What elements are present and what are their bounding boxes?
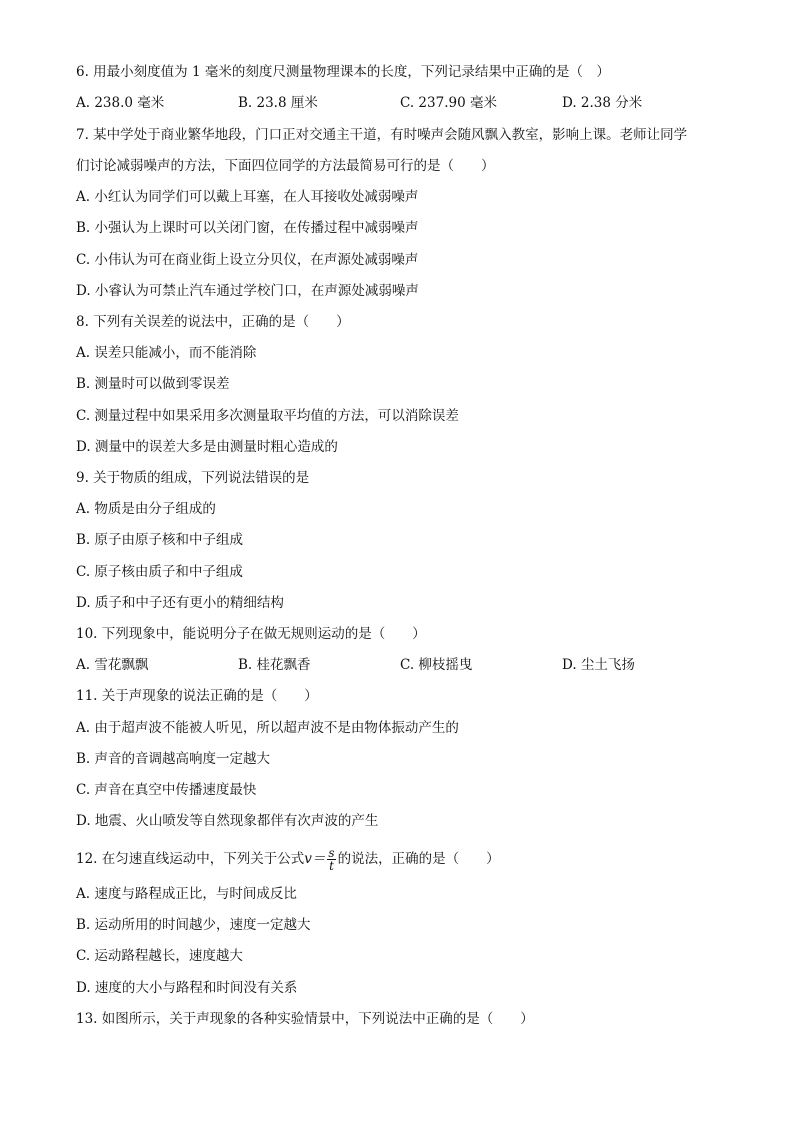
question-11-option-a: A. 由于超声波不能被人听见，所以超声波不是由物体振动产生的 xyxy=(76,720,459,736)
question-7-option-b: B. 小强认为上课时可以关闭门窗，在传播过程中减弱噪声 xyxy=(76,220,419,236)
question-11-option-c: C. 声音在真空中传播速度最快 xyxy=(76,782,257,798)
question-10-option-d: D. 尘土飞扬 xyxy=(562,657,635,673)
question-11-stem: 11. 关于声现象的说法正确的是（ ） xyxy=(76,688,318,704)
question-6-option-a: A. 238.0 毫米 xyxy=(76,95,165,111)
question-8-option-d: D. 测量中的误差大多是由测量时粗心造成的 xyxy=(76,439,338,455)
question-8-option-b: B. 测量时可以做到零误差 xyxy=(76,376,230,392)
question-7-option-c: C. 小伟认为可在商业街上设立分贝仪，在声源处减弱噪声 xyxy=(76,252,419,268)
question-12-stem-after: 的说法，正确的是（ ） xyxy=(337,851,500,867)
question-6-option-b: B. 23.8 厘米 xyxy=(238,95,318,111)
question-11-option-d: D. 地震、火山喷发等自然现象都伴有次声波的产生 xyxy=(76,813,379,829)
question-10-option-b: B. 桂花飘香 xyxy=(238,657,311,673)
question-12-stem-before: 12. 在匀速直线运动中，下列关于公式 xyxy=(76,851,305,867)
question-6-option-c: C. 237.90 毫米 xyxy=(400,95,497,111)
question-9-option-b: B. 原子由原子核和中子组成 xyxy=(76,532,244,548)
question-6-option-d: D. 2.38 分米 xyxy=(562,95,643,111)
question-10-option-a: A. 雪花飘飘 xyxy=(76,657,149,673)
question-9-stem: 9. 关于物质的组成，下列说法错误的是 xyxy=(76,470,310,486)
question-8-stem: 8. 下列有关误差的说法中，正确的是（ ） xyxy=(76,314,350,330)
question-7-option-a: A. 小红认为同学们可以戴上耳塞，在人耳接收处减弱噪声 xyxy=(76,189,419,205)
formula-fraction xyxy=(327,847,335,872)
formula-numerator: s xyxy=(328,846,335,860)
question-9-option-d: D. 质子和中子还有更小的精细结构 xyxy=(76,595,284,611)
question-8-option-a: A. 误差只能减小，而不能消除 xyxy=(76,345,257,361)
question-11-option-b: B. 声音的音调越高响度一定越大 xyxy=(76,751,271,767)
question-12-stem xyxy=(76,846,500,872)
question-9-option-a: A. 物质是由分子组成的 xyxy=(76,501,216,517)
question-12-option-d: D. 速度的大小与路程和时间没有关系 xyxy=(76,980,298,996)
question-10-stem: 10. 下列现象中，能说明分子在做无规则运动的是（ ） xyxy=(76,626,426,642)
formula-denominator: t xyxy=(329,859,334,873)
formula-lhs: v＝ xyxy=(304,851,326,867)
question-9-option-c: C. 原子核由质子和中子组成 xyxy=(76,564,243,580)
question-13-stem: 13. 如图所示，关于声现象的各种实验情景中，下列说法中正确的是（ ） xyxy=(76,1011,534,1027)
question-6-stem: 6. 用最小刻度值为 1 毫米的刻度尺测量物理课本的长度，下列记录结果中正确的是（ ） xyxy=(76,64,610,80)
question-12-option-a: A. 速度与路程成正比，与时间成反比 xyxy=(76,886,297,902)
question-12-option-c: C. 运动路程越长，速度越大 xyxy=(76,948,243,964)
question-8-option-c: C. 测量过程中如果采用多次测量取平均值的方法，可以消除误差 xyxy=(76,408,459,424)
question-12-option-b: B. 运动所用的时间越少，速度一定越大 xyxy=(76,917,311,933)
question-7-stem-line-1: 7. 某中学处于商业繁华地段，门口正对交通主干道，有时噪声会随风飘入教室，影响上课。老师让同学 xyxy=(76,127,688,143)
question-7-option-d: D. 小睿认为可禁止汽车通过学校门口，在声源处减弱噪声 xyxy=(76,283,419,299)
question-7-stem-line-2: 们讨论减弱噪声的方法，下面四位同学的方法最简易可行的是（ ） xyxy=(76,158,495,174)
question-10-option-c: C. 柳枝摇曳 xyxy=(400,657,473,673)
